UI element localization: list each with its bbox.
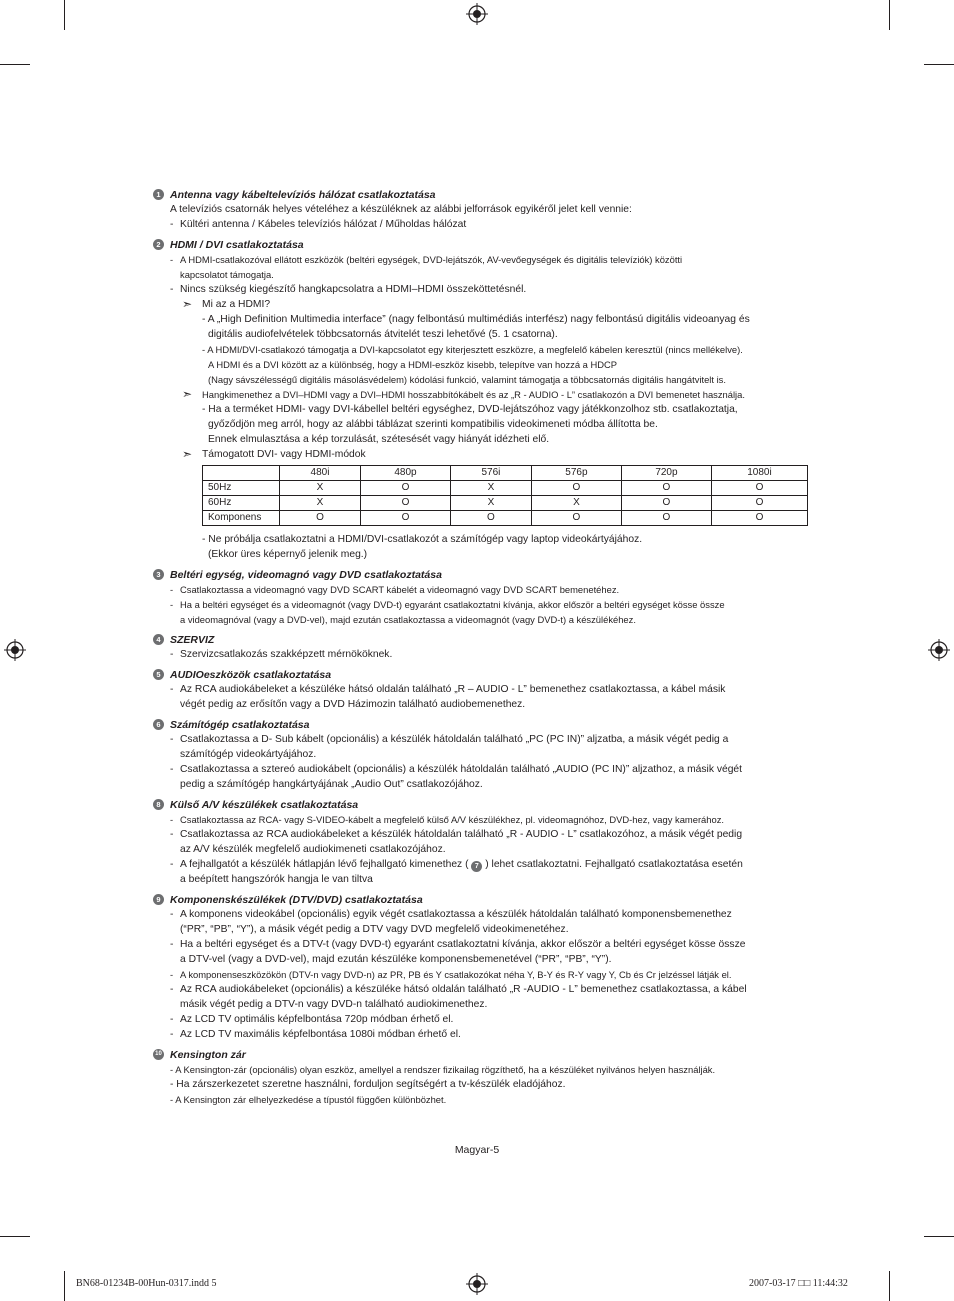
note-line: (Nagy sávszélességű digitális másolásvédelem) kódolási funkció, valamint támogatja a többcsatornás digitális hangátvitelt is. (208, 374, 726, 385)
table-cell (203, 466, 280, 481)
section-number-icon: 10 (153, 1049, 164, 1060)
list-item-continuation: (“PR”, “PB”, “Y”), a másik végét pedig a DTV vagy DVD megfelelő videokimenetéhez. (180, 924, 569, 935)
list-item: - A komponenseszközökön (DTV-n vagy DVD-n) az PR, PB és Y csatlakozókat néha Y, B-Y és R-Y vagy Y, Cb és Cr jelzéssel látják el. (153, 967, 809, 982)
crop-mark (64, 1271, 65, 1301)
table-cell: 480p (360, 466, 450, 481)
section-number-icon: 3 (153, 569, 164, 580)
list-item: - Ha zárszerkezetet szeretne használni, forduljon segítségért a tv-készülék eladójához. (170, 1079, 566, 1090)
crop-mark (0, 1236, 30, 1237)
registration-mark-icon (466, 3, 488, 25)
table-cell: O (621, 511, 711, 526)
list-item: - Szervizcsatlakozás szakképzett mérnököknek. (153, 647, 809, 662)
list-item-continuation: a beépített hangszórók hangja le van tiltva (180, 874, 373, 885)
section-number-icon: 2 (153, 239, 164, 250)
note-line: Ennek elmulasztása a kép torzulását, szétesését vagy hiányát idézheti elő. (208, 434, 550, 445)
list-item: - Ha a beltéri egységet és a DTV-t (vagy DVD-t) egyaránt csatlakoztatni kívánja, akkor először a beltéri egységet kösse össze (153, 937, 809, 952)
crop-mark (64, 0, 65, 30)
section-hdmi-dvi (153, 238, 809, 562)
table-cell: 480i (280, 466, 361, 481)
list-item: - Ha a beltéri egységet és a videomagnót (vagy DVD-t) egyaránt csatlakoztatni kívánja, akkor először a beltéri egységet kösse össze (153, 597, 809, 612)
list-item: - A Kensington-zár (opcionális) olyan eszköz, amellyel a rendszer fizikailag rögzíthető, ha a készüléket nyilvános helyen használják. (170, 1064, 716, 1075)
list-item: - Nincs szükség kiegészítő hangkapcsolatra a HDMI–HDMI összeköttetésnél. (153, 282, 809, 297)
crop-mark (924, 64, 954, 65)
list-item-continuation: kapcsolatot támogatja. (180, 269, 274, 280)
table-cell: O (621, 496, 711, 511)
table-cell: X (280, 481, 361, 496)
list-item: - A fejhallgatót a készülék hátlapján lévő fejhallgató kimenethez ( 7 ) lehet csatlakoztatni. Fejhallgató csatlakoztatása esetén (153, 857, 809, 872)
table-cell: 720p (621, 466, 711, 481)
list-item: - A HDMI-csatlakozóval ellátott eszközök (beltéri egységek, DVD-lejátszók, AV-vevőegységek és digitális televíziók) közötti (153, 252, 809, 267)
section-number-icon: 5 (153, 669, 164, 680)
note-line: győződjön meg arról, hogy az alábbi táblázat szerinti kompatibilis videokimeneti módba állította be. (208, 419, 658, 430)
section-heading: 5 AUDIOeszközök csatlakoztatása (153, 668, 809, 682)
table-cell: O (280, 511, 361, 526)
table-row (203, 496, 808, 511)
list-item: - Csatlakoztassa a D- Sub kábelt (opcionális) a készülék hátoldalán található „PC (PC IN)” aljzatba, a másik végét pedig a (153, 732, 809, 747)
section-service (153, 633, 809, 662)
supported-modes-table (202, 465, 808, 526)
headphone-jack-number-icon: 7 (471, 861, 482, 872)
section-heading: 2 HDMI / DVI csatlakoztatása (153, 238, 809, 252)
note-line: (Ekkor üres képernyő jelenik meg.) (208, 549, 368, 560)
crop-mark (889, 1271, 890, 1301)
list-item: - A Kensington zár elhelyezkedése a típustól függően különbözhet. (170, 1094, 447, 1105)
page-number: Magyar-5 (454, 1144, 500, 1156)
table-cell: X (450, 481, 531, 496)
file-slug: BN68-01234B-00Hun-0317.indd 5 (76, 1278, 217, 1289)
section-kensington (153, 1048, 809, 1107)
table-cell: O (711, 511, 807, 526)
table-cell: 1080i (711, 466, 807, 481)
list-item-continuation: számítógép videokártyájához. (180, 749, 317, 760)
note-line: digitális audiofelvételek többcsatornás átvitelét teszi lehetővé (5. 1 csatorna). (208, 329, 558, 340)
table-cell: O (360, 481, 450, 496)
section-heading: 6 Számítógép csatlakoztatása (153, 718, 809, 732)
list-item-continuation: a DTV-vel (vagy a DVD-vel), majd ezután készüléke komponensbemenetével (“PR”, “PB”, “Y”). (180, 954, 612, 965)
list-item: - Csatlakoztassa az RCA- vagy S-VIDEO-kábelt a megfelelő külső A/V készülékhez, pl. videomagnóhoz, DVD-hez, vagy kamerához. (153, 812, 809, 827)
table-cell: 576i (450, 466, 531, 481)
list-item: - Az LCD TV optimális képfelbontása 720p módban érhető el. (153, 1012, 809, 1027)
table-cell: X (450, 496, 531, 511)
section-audio (153, 668, 809, 712)
table-cell: O (621, 481, 711, 496)
table-cell: O (450, 511, 531, 526)
section-heading: 10 Kensington zár (153, 1048, 809, 1062)
registration-mark-icon (466, 1273, 488, 1295)
note: ➣ Mi az a HDMI? (182, 297, 271, 311)
note-line: - A HDMI/DVI-csatlakozó támogatja a DVI-kapcsolatot egy kiterjesztett eszközre, a megfelelő kábelen keresztül (nincs mellékelve). (202, 344, 743, 355)
note-line: - A „High Definition Multimedia interface” (nagy felbontású multimédiás interfész) nagy felbontású digitális videoanyag és (202, 314, 750, 325)
table-cell: O (711, 496, 807, 511)
table-header-row (203, 466, 808, 481)
page-content (153, 188, 809, 1113)
table-cell: X (280, 496, 361, 511)
note-line: A HDMI és a DVI között az a különbség, hogy a HDMI-eszköz kisebb, telepítve van hozzá a HDCP (208, 359, 618, 370)
list-item: - Az RCA audiokábeleket (opcionális) a készüléke hátsó oldalán található „R -AUDIO - L” bemenethez csatlakoztassa, a kábel (153, 982, 809, 997)
date-slug: 2007-03-17 □□ 11:44:32 (749, 1278, 848, 1289)
crop-mark (889, 0, 890, 30)
note: ➣ Hangkimenethez a DVI–HDMI vagy a DVI–HDMI hosszabbítókábelt és az „R - AUDIO - L” csatlakozón a DVI bemenetet használja. (182, 387, 745, 401)
section-heading: 9 Komponenskészülékek (DTV/DVD) csatlakoztatása (153, 893, 809, 907)
section-number-icon: 8 (153, 799, 164, 810)
list-item: - Csatlakoztassa a videomagnó vagy DVD SCART kábelét a videomagnó vagy DVD SCART bemenetéhez. (153, 582, 809, 597)
list-item-continuation: az A/V készülék megfelelő audiokimeneti csatlakozójához. (180, 844, 446, 855)
section-component (153, 893, 809, 1042)
table-cell: 576p (531, 466, 621, 481)
section-number-icon: 1 (153, 189, 164, 200)
section-heading: 1 Antenna vagy kábeltelevíziós hálózat csatlakoztatása (153, 188, 809, 202)
registration-mark-icon (4, 639, 26, 661)
table-cell: 60Hz (203, 496, 280, 511)
section-external-av (153, 798, 809, 887)
list-item: - Az RCA audiokábeleket a készüléke hátsó oldalán található „R – AUDIO - L” bemenethez csatlakoztassa, a kábel másik (153, 682, 809, 697)
note: ➣ Támogatott DVI- vagy HDMI-módok (182, 447, 366, 461)
table-cell: O (360, 496, 450, 511)
crop-mark (0, 64, 30, 65)
list-item: - Csatlakoztassa a sztereó audiokábelt (opcionális) a készülék hátoldalán található „AUDIO (PC IN)” aljzathoz, a másik végét (153, 762, 809, 777)
section-heading: 8 Külső A/V készülékek csatlakoztatása (153, 798, 809, 812)
note-arrow-icon: ➣ (182, 447, 193, 461)
section-number-icon: 4 (153, 634, 164, 645)
list-item: - Kültéri antenna / Kábeles televíziós hálózat / Műholdas hálózat (153, 217, 809, 232)
section-set-top-box (153, 568, 809, 627)
table-row (203, 511, 808, 526)
list-item-continuation: a videomagnóval (vagy a DVD-vel), majd ezután csatlakoztassa a videomagnót (vagy DVD-t) a készülékéhez. (180, 614, 636, 625)
list-item: - Csatlakoztassa az RCA audiokábeleket a készülék hátoldalán található „R - AUDIO - L” csatlakozóhoz, a másik végét pedig (153, 827, 809, 842)
crop-mark (924, 1236, 954, 1237)
table-cell: O (531, 511, 621, 526)
section-heading: 4 SZERVIZ (153, 633, 809, 647)
section-number-icon: 9 (153, 894, 164, 905)
section-heading: 3 Beltéri egység, videomagnó vagy DVD csatlakoztatása (153, 568, 809, 582)
section-antenna (153, 188, 809, 232)
table-cell: O (360, 511, 450, 526)
section-number-icon: 6 (153, 719, 164, 730)
table-cell: X (531, 496, 621, 511)
note-arrow-icon: ➣ (182, 387, 193, 401)
section-computer (153, 718, 809, 792)
list-item-continuation: végét pedig az erősítőn vagy a DVD Házimozin található audiobemenethez. (180, 699, 526, 710)
list-item: - A komponens videokábel (opcionális) egyik végét csatlakoztassa a készülék hátoldalán található komponensbemenethez (153, 907, 809, 922)
note-arrow-icon: ➣ (182, 297, 193, 311)
table-row (203, 481, 808, 496)
note-line: - Ne próbálja csatlakoztatni a HDMI/DVI-csatlakozót a számítógép vagy laptop videokártyájához. (202, 534, 643, 545)
table-cell: Komponens (203, 511, 280, 526)
note-line: - Ha a terméket HDMI- vagy DVI-kábellel beltéri egységhez, DVD-lejátszóhoz vagy játékkonzolhoz stb. csatlakoztatja, (202, 404, 738, 415)
table-cell: 50Hz (203, 481, 280, 496)
table-cell: O (711, 481, 807, 496)
registration-mark-icon (928, 639, 950, 661)
list-item: - Az LCD TV maximális képfelbontása 1080i módban érhető el. (153, 1027, 809, 1042)
list-item-continuation: másik végét pedig a DTV-n vagy DVD-n található audiokimenethez. (180, 999, 488, 1010)
list-item-continuation: pedig a számítógép hangkártyájának „Audio Out” csatlakozójához. (180, 779, 483, 790)
paragraph: A televíziós csatornák helyes vételéhez a készüléknek az alábbi jelforrások egyikéről jelet kell vennie: (170, 204, 632, 215)
table-cell: O (531, 481, 621, 496)
